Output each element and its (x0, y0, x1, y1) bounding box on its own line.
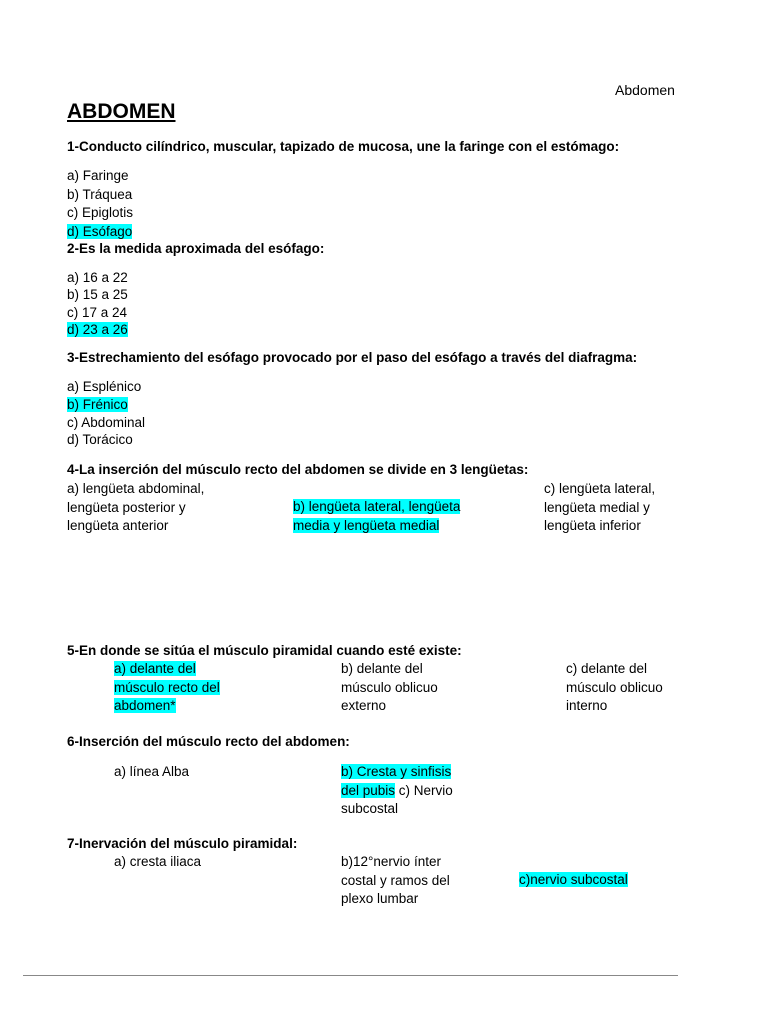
page-title: ABDOMEN (67, 100, 176, 123)
q7-option-a (114, 853, 201, 872)
question-4: 4-La inserción del músculo recto del abdomen se divide en 3 lengüetas: (67, 462, 529, 477)
q7-option-b (341, 853, 450, 909)
q7-option-c-line: c)nervio subcostal (519, 872, 628, 887)
q7-option-a-line: a) cresta iliaca (114, 854, 202, 869)
q5-option-b-line: b) delante del (341, 661, 423, 676)
q4-option-c-line: lengüeta inferior (544, 518, 641, 533)
q5-option-a-line: músculo recto del (114, 679, 220, 695)
question-1-options (67, 167, 133, 241)
q5-option-a-line: a) delante del (114, 661, 196, 676)
q6-option-b-highlighted: del pubis (341, 782, 396, 798)
q4-option-b-line: media y lengüeta medial (293, 517, 440, 533)
q5-option-a-line: abdomen* (114, 698, 176, 713)
q2-option-a: a) 16 a 22 (67, 270, 128, 285)
q4-option-c (544, 480, 655, 536)
q6-option-a-line: a) línea Alba (114, 764, 190, 779)
question-2: 2-Es la medida aproximada del esófago: (67, 241, 325, 256)
q5-option-c-line: c) delante del (566, 661, 648, 676)
question-1: 1-Conducto cilíndrico, muscular, tapizado de mucosa, une la faringe con el estómago: (67, 139, 620, 154)
q3-option-b-highlighted: b) Frénico (67, 396, 128, 412)
q4-option-b-highlighted (293, 498, 460, 535)
q4-option-c-line: lengüeta medial y (544, 499, 650, 515)
question-2-options (67, 269, 128, 338)
q4-option-a-line: a) lengüeta abdominal, (67, 481, 205, 496)
q4-option-b-line: b) lengüeta lateral, lengüeta (293, 499, 461, 514)
q5-option-a-highlighted (114, 660, 220, 716)
q6-option-c-line: subcostal (341, 801, 399, 816)
q2-option-c: c) 17 a 24 (67, 304, 128, 320)
q6-option-b-c (341, 763, 453, 819)
q5-option-c-line: músculo oblicuo (566, 679, 663, 695)
q4-option-a (67, 480, 204, 536)
q3-option-c: c) Abdominal (67, 414, 146, 430)
q6-option-b-highlighted: b) Cresta y sinfisis (341, 764, 452, 779)
q1-option-c: c) Epiglotis (67, 205, 134, 220)
q6-option-c: c) Nervio (395, 782, 453, 798)
q5-option-c (566, 660, 663, 716)
q4-option-a-line: lengüeta posterior y (67, 499, 186, 515)
q4-option-c-line: c) lengüeta lateral, (544, 481, 656, 496)
q1-option-d-highlighted: d) Esófago (67, 223, 133, 239)
q7-option-b-line: plexo lumbar (341, 891, 419, 906)
page-header: Abdomen (615, 82, 675, 98)
q1-option-b: b) Tráquea (67, 186, 133, 202)
q5-option-b-line: externo (341, 698, 387, 713)
question-5: 5-En donde se sitúa el músculo piramidal cuando esté existe: (67, 643, 462, 658)
q3-option-a: a) Esplénico (67, 379, 142, 394)
q4-option-a-line: lengüeta anterior (67, 518, 169, 533)
question-3-options (67, 378, 145, 449)
q3-option-d: d) Torácico (67, 432, 133, 448)
q7-option-b-line: b)12°nervio ínter (341, 854, 441, 869)
q2-option-b: b) 15 a 25 (67, 287, 128, 303)
q2-option-d-highlighted: d) 23 a 26 (67, 321, 128, 337)
q5-option-c-line: interno (566, 698, 608, 713)
question-3: 3-Estrechamiento del esófago provocado por el paso del esófago a través del diafragma: (67, 350, 638, 365)
q1-option-a: a) Faringe (67, 168, 129, 183)
q7-option-c-highlighted (519, 871, 628, 890)
footer-divider (23, 975, 678, 976)
q7-option-b-line: costal y ramos del (341, 872, 450, 888)
q5-option-b (341, 660, 438, 716)
q5-option-b-line: músculo oblicuo (341, 679, 438, 695)
q6-option-a (114, 763, 189, 782)
question-6: 6-Inserción del músculo recto del abdomen: (67, 734, 350, 749)
question-7: 7-Inervación del músculo piramidal: (67, 836, 298, 851)
